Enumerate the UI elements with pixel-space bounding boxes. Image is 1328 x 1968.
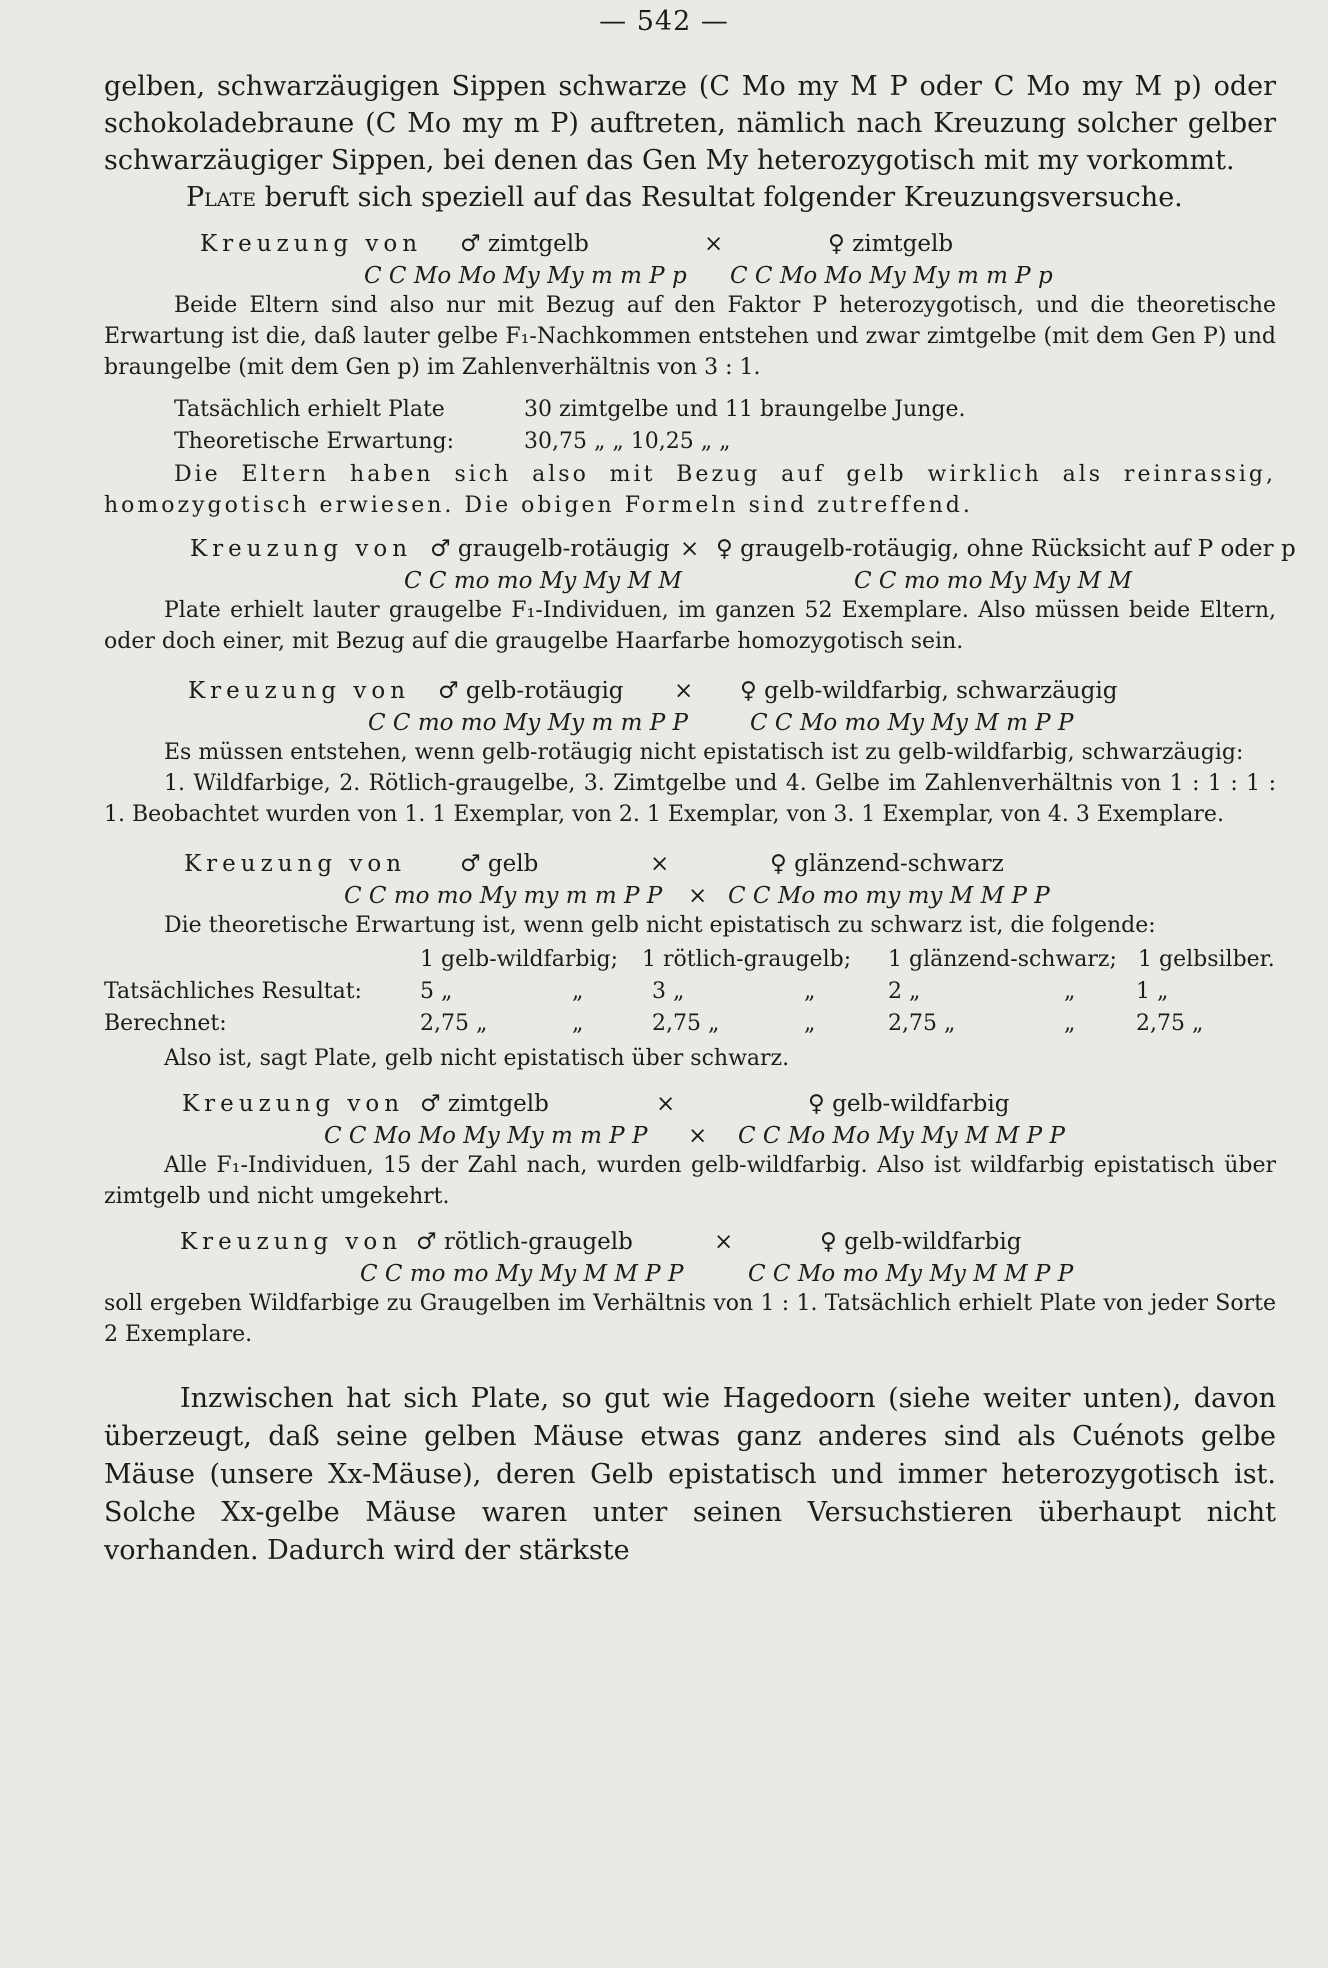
cross-symbol: ×	[714, 1229, 734, 1255]
female-parent: ♀ glänzend-schwarz	[770, 851, 1004, 877]
result-row	[104, 391, 1276, 423]
cross-label: Kreuzung von	[180, 1229, 403, 1255]
plate-intro	[104, 179, 1276, 216]
table-header-cell: 1 gelb-wildfarbig;	[420, 947, 619, 972]
cross-text: Es müssen entstehen, wenn gelb-rotäugig nicht epistatisch ist zu gelb-wildfarbig, schwarzäugig:	[164, 740, 1244, 765]
male-parent: ♂ gelb	[460, 851, 539, 877]
conclusion-text: Also ist, sagt Plate, gelb nicht epistatisch über schwarz.	[164, 1046, 790, 1071]
female-parent: ♀ gelb-wildfarbig	[820, 1229, 1022, 1255]
page-content	[104, 68, 1296, 1570]
table-cell: 2,75 „	[420, 1011, 488, 1036]
male-formula: C C Mo Mo My My m m P p	[364, 263, 687, 289]
male-formula: C C mo mo My my m m P P	[344, 883, 663, 909]
female-formula: C C Mo mo My My M m P P	[750, 710, 1074, 736]
table-cell: 2,75 „	[888, 1011, 956, 1036]
male-parent: ♂ gelb-rotäugig	[438, 678, 624, 704]
table-cell: „	[1064, 1011, 1076, 1036]
table-cell: „	[572, 979, 584, 1004]
result-row	[104, 423, 1276, 455]
cross-symbol: ×	[680, 536, 700, 562]
table-cell: „	[572, 1011, 584, 1036]
table-row-label: Tatsächliches Resultat:	[104, 979, 362, 1004]
cross-block	[104, 673, 1276, 830]
cross-block	[104, 846, 1276, 941]
table-row	[104, 1005, 1276, 1037]
male-parent: ♂ zimtgelb	[420, 1091, 549, 1117]
female-parent: ♀ graugelb-rotäugig, ohne Rücksicht auf P oder p	[716, 536, 1296, 562]
table-row	[104, 973, 1276, 1005]
female-formula: C C Mo mo my my M M P P	[728, 883, 1050, 909]
table-header-cell: 1 rötlich-graugelb;	[642, 947, 852, 972]
male-formula: C C Mo Mo My My m m P P	[324, 1123, 648, 1149]
female-formula: C C Mo Mo My My M M P P	[738, 1123, 1065, 1149]
page-number: — 542 —	[599, 6, 729, 37]
table-cell: „	[1064, 979, 1076, 1004]
female-formula: C C mo mo My My M M	[854, 568, 1132, 594]
table-cell: 2,75 „	[1136, 1011, 1204, 1036]
male-formula: C C mo mo My My m m P P	[368, 710, 688, 736]
table-row-label: Berechnet:	[104, 1011, 227, 1036]
cross-symbol: ×	[656, 1091, 676, 1117]
male-parent: ♂ zimtgelb	[460, 231, 589, 257]
conclusion-text: Die Eltern haben sich also mit Bezug auf gelb wirklich als reinrassig, homozygotisch erwiesen. Die obigen Formeln sind zutreffend.	[104, 462, 1276, 518]
female-formula: C C Mo mo My My M M P P	[748, 1261, 1074, 1287]
cross-text: Die theoretische Erwartung ist, wenn gelb nicht epistatisch zu schwarz ist, die folgende:	[164, 913, 1156, 938]
cross-block	[104, 531, 1296, 657]
cross-label: Kreuzung von	[200, 231, 423, 257]
final-paragraph: Inzwischen hat sich Plate, so gut wie Hagedoorn (siehe weiter unten), davon überzeugt, daß seine gelben Mäuse etwas ganz anderes sind als Cuénots gelbe Mäuse (unsere Xx-Mäuse), deren Gelb epistatisch und immer heterozygotisch ist. Solche Xx-gelbe Mäuse waren unter seinen Versuchstieren überhaupt nicht vorhanden. Dadurch wird der stärkste	[104, 1383, 1276, 1566]
table-header-cell: 1 glänzend-schwarz;	[888, 947, 1117, 972]
table-cell: 2 „	[888, 979, 921, 1004]
cross-label: Kreuzung von	[184, 851, 407, 877]
cross-label: Kreuzung von	[188, 678, 411, 704]
cross-symbol: ×	[704, 231, 724, 257]
male-formula: C C mo mo My My M M P P	[360, 1261, 684, 1287]
female-parent: ♀ gelb-wildfarbig, schwarzäugig	[740, 678, 1118, 704]
female-parent: ♀ zimtgelb	[828, 231, 954, 257]
result-value: 30 zimtgelbe und 11 braungelbe Junge.	[524, 397, 966, 422]
cross-text: soll ergeben Wildfarbige zu Graugelben im Verhältnis von 1 : 1. Tatsächlich erhielt Plate von jeder Sorte 2 Exemplare.	[104, 1291, 1276, 1347]
table-cell: „	[804, 979, 816, 1004]
table-header-cell: 1 gelbsilber.	[1138, 947, 1275, 972]
cross-symbol: ×	[674, 678, 694, 704]
result-label: Theoretische Erwartung:	[174, 429, 455, 454]
result-table-header	[104, 941, 1276, 973]
plate-intro-text: beruft sich speziell auf das Resultat folgender Kreuzungsversuche.	[256, 182, 1183, 213]
female-parent: ♀ gelb-wildfarbig	[808, 1091, 1010, 1117]
cross-text: Beide Eltern sind also nur mit Bezug auf den Faktor P heterozygotisch, und die theoretische Erwartung ist die, daß lauter gelbe F₁-Nachkommen entstehen und zwar zimtgelbe (mit dem Gen P) und braungelbe (mit dem Gen p) im Zahlenverhältnis von 3 : 1.	[104, 293, 1276, 380]
cross-text: Alle F₁-Individuen, 15 der Zahl nach, wurden gelb-wildfarbig. Also ist wildfarbig epistatisch über zimtgelb und nicht umgekehrt.	[104, 1153, 1276, 1209]
cross-label: Kreuzung von	[190, 536, 413, 562]
cross-label: Kreuzung von	[182, 1091, 405, 1117]
table-cell: 2,75 „	[652, 1011, 720, 1036]
cross-block	[104, 1224, 1276, 1350]
cross-symbol: ×	[688, 883, 708, 909]
female-formula: C C Mo Mo My My m m P p	[730, 263, 1053, 289]
result-label: Tatsächlich erhielt Plate	[174, 397, 445, 422]
cross-symbol: ×	[688, 1123, 708, 1149]
male-parent: ♂ rötlich-graugelb	[416, 1229, 633, 1255]
table-cell: 1 „	[1136, 979, 1169, 1004]
cross-block	[104, 226, 1276, 383]
cross-text: Plate erhielt lauter graugelbe F₁-Individuen, im ganzen 52 Exemplare. Also müssen beide Eltern, oder doch einer, mit Bezug auf die graugelbe Haarfarbe homozygotisch sein.	[104, 598, 1276, 654]
table-cell: 3 „	[652, 979, 685, 1004]
cross-text: 1. Wildfarbige, 2. Rötlich-graugelbe, 3. Zimtgelbe und 4. Gelbe im Zahlenverhältnis von 1 : 1 : 1 : 1. Beobachtet wurden von 1. 1 Exemplar, von 2. 1 Exemplar, von 3. 1 Exemplar, von 4. 3 Exemplare.	[104, 771, 1276, 827]
cross-block	[104, 1086, 1276, 1212]
result-value: 30,75 „ „ 10,25 „ „	[524, 429, 731, 454]
male-formula: C C mo mo My My M M	[404, 568, 682, 594]
male-parent: ♂ graugelb-rotäugig	[430, 536, 670, 562]
cross-symbol: ×	[650, 851, 670, 877]
intro-paragraph: gelben, schwarzäugigen Sippen schwarze (C Mo my M P oder C Mo my M p) oder schokoladebraune (C Mo my m P) auftreten, nämlich nach Kreuzung solcher gelber schwarzäugiger Sippen, bei denen das Gen My heterozygotisch mit my vorkommt.	[104, 71, 1276, 176]
table-cell: „	[804, 1011, 816, 1036]
author-name: Plate	[186, 182, 257, 213]
table-cell: 5 „	[420, 979, 453, 1004]
